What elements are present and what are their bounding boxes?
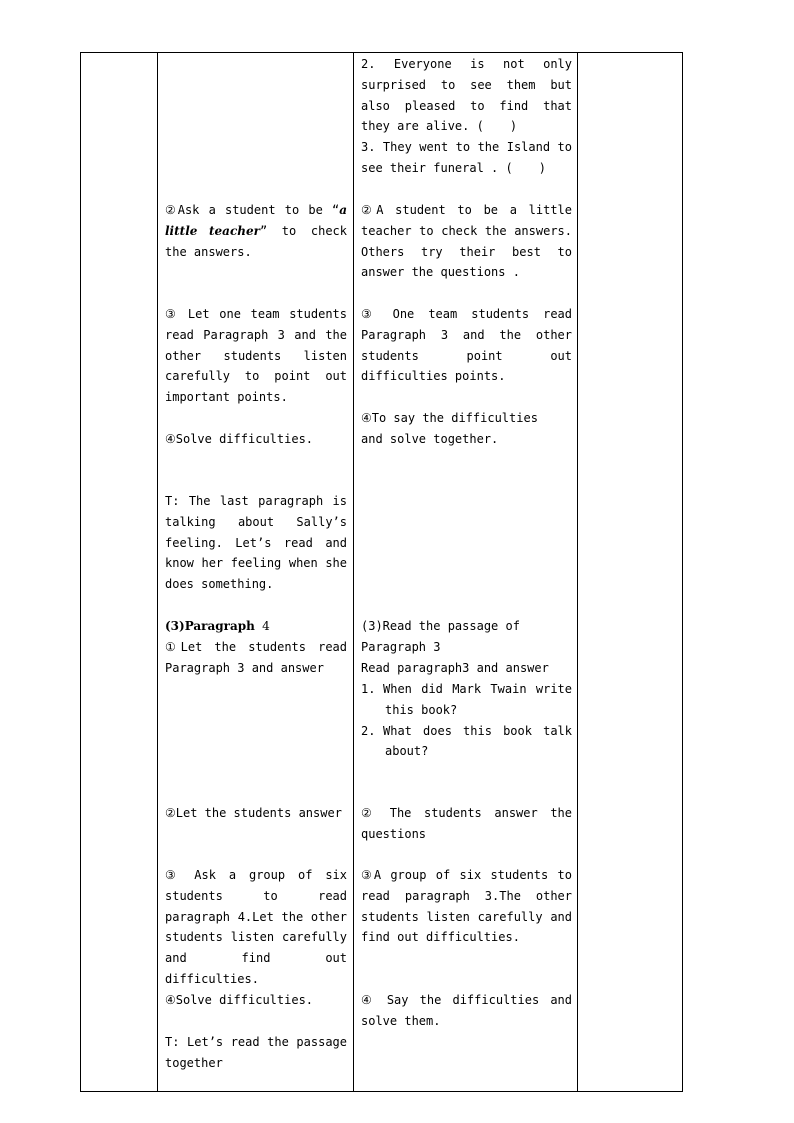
lesson-plan-table [80, 52, 683, 1092]
question-number: 1. [361, 682, 376, 696]
answer-blank-close: ) [538, 160, 546, 175]
student-group-reading: ③A group of six students to read paragraph 3.The other students listen carefully and find out difficulties. [361, 868, 572, 945]
teacher-talk-2: T: Let’s read the passage together [165, 1035, 347, 1070]
question-text: What does this book talk about? [383, 723, 572, 759]
teacher-step-3: ③ Let one team students read Paragraph 3 and the other students listen carefully to point out important points. [165, 307, 347, 405]
read-paragraph-instruction: (3)Read the passage of Paragraph 3 [361, 619, 520, 654]
heading-number: 4 [262, 619, 270, 633]
paragraph-4-heading [165, 616, 347, 637]
question-text: 2. Everyone is not only surprised to see them but also pleased to find that they are alive. ( [361, 57, 572, 134]
column-divider [157, 53, 158, 1091]
list-item [361, 679, 572, 721]
question-2 [361, 54, 572, 137]
question-number: 2. [361, 723, 376, 738]
list-item [361, 721, 572, 763]
read-and-answer: Read paragraph3 and answer [361, 661, 549, 675]
step-line: and solve together. [361, 431, 499, 446]
paragraph-4-step-4: ④Solve difficulties. [165, 993, 314, 1007]
student-step-4 [361, 408, 572, 450]
paragraph-4-step-3: ③ Ask a group of six students to read paragraph 4.Let the other students listen carefully and find out difficulties. [165, 868, 347, 986]
answer-blank-close: ) [509, 119, 518, 134]
step-line: ④To say the difficulties [361, 411, 538, 425]
paragraph-4-step-2: ②Let the students answer [165, 806, 342, 820]
student-answer: ② The students answer the questions [361, 806, 572, 841]
question-list [361, 679, 572, 762]
student-step-3: ③ One team students read Paragraph 3 and the other students point out difficulties points. [361, 307, 572, 384]
step-text: ②Ask a student to be “ [165, 203, 340, 217]
paragraph-4-step-1: ①Let the students read Paragraph 3 and answer [165, 640, 347, 675]
question-text: When did Mark Twain write this book? [383, 682, 572, 717]
question-text: 3. They went to the Island to see their funeral . ( [361, 140, 572, 175]
emphasis-text: a little teacher [165, 203, 347, 238]
student-solve: ④ Say the difficulties and solve them. [361, 993, 572, 1028]
teacher-step-4: ④Solve difficulties. [165, 432, 314, 446]
student-step-2: ②A student to be a little teacher to check the answers. Others try their best to answer the questions . [361, 203, 572, 280]
column-divider [577, 53, 578, 1091]
step-text: ” to check the answers. [165, 223, 348, 259]
teacher-talk-1: T: The last paragraph is talking about Sally’s feeling. Let’s read and know her feeling when she does something. [165, 494, 347, 592]
heading-label: (3)Paragraph [165, 619, 255, 633]
question-3 [361, 137, 572, 179]
teacher-step-2 [165, 200, 347, 262]
column-divider [353, 53, 354, 1091]
